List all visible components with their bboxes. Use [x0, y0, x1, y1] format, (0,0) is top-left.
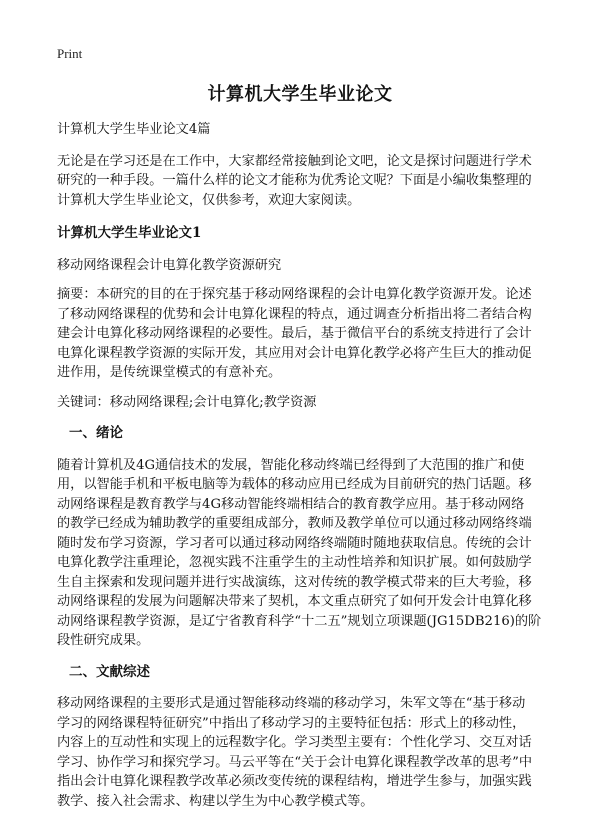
- document-body: [57, 120, 543, 821]
- section-2-heading: 二、文献综述: [69, 663, 150, 680]
- abstract-paragraph: [57, 285, 543, 383]
- keywords: 关键词：移动网络课程;会计电算化;教学资源: [57, 394, 317, 410]
- intro-paragraph: [57, 152, 543, 211]
- section-1-line: 用，以智能手机和平板电脑等为载体的移动应用已经成为目前研究的热门话题。移: [57, 477, 532, 492]
- print-link[interactable]: Print: [57, 46, 83, 61]
- section-2-line: 移动网络课程的主要形式是通过智能移动终端的移动学习，朱军文等在“基于移动: [57, 696, 526, 711]
- document-subtitle: 计算机大学生毕业论文4篇: [57, 122, 211, 137]
- section-1-line: 动网络课程的发展为问题解决带来了契机，本文重点研究了如何开发会计电算化移: [57, 594, 532, 609]
- section-1-heading: 一、绪论: [69, 425, 123, 441]
- section-1-line: 的教学已经成为辅助教学的重要组成部分，教师及教学单位可以通过移动网络终端: [57, 516, 532, 531]
- section-1-line: 生自主探索和发现问题并进行实战演练，这对传统的教学模式带来的巨大考验，移: [57, 574, 532, 590]
- article-heading: 计算机大学生毕业论文1: [57, 225, 202, 241]
- section-1-line: 动网络课程是教育教学与4G移动智能终端相结合的教育教学应用。基于移动网络: [57, 496, 525, 512]
- section-2-line: 内容上的互动性和实现上的远程数字化。学习类型主要有：个性化学习、交互对话: [57, 735, 532, 750]
- article-title: 移动网络课程会计电算化教学资源研究: [57, 257, 282, 273]
- section-1-line: 随时发布学习资源，学习者可以通过移动网络终端随时随地获取信息。传统的会计: [57, 535, 532, 551]
- intro-line: 研究的一种手段。一篇什么样的论文才能称为优秀论文呢？下面是小编收集整理的: [57, 173, 532, 188]
- section-1-line: 动网络课程教学资源，是辽宁省教育科学“十二五”规划立项课题(JG15DB216)的阶: [57, 613, 542, 629]
- section-1-line: 随着计算机及4G通信技术的发展，智能化移动终端已经得到了大范围的推广和使: [57, 457, 525, 473]
- intro-line: 计算机大学生毕业论文，仅供参考，欢迎大家阅读。: [57, 192, 361, 208]
- section-1-paragraph: [57, 456, 543, 651]
- section-2-line: 学习的网络课程特征研究”中指出了移动学习的主要特征包括：形式上的移动性，: [57, 715, 526, 731]
- abstract-line: 了移动网络课程的优势和会计电算化课程的特点，通过调查分析指出将二者结合构: [57, 306, 532, 322]
- section-1-line: 段性研究成果。: [57, 633, 150, 648]
- section-2-line: 学习、协作学习和探究学习。马云平等在“关于会计电算化课程教学改革的思考”中: [57, 754, 533, 770]
- abstract-line: 建会计电算化移动网络课程的必要性。最后，基于微信平台的系统支持进行了会计: [57, 326, 532, 341]
- section-2-paragraph: [57, 694, 543, 811]
- intro-line: 无论是在学习还是在工作中，大家都经常接触到论文吧，论文是探讨问题进行学术: [57, 153, 532, 169]
- section-2-line: 指出会计电算化课程教学改革必须改变传统的课程结构，增进学生参与，加强实践: [57, 774, 532, 789]
- document-title: 计算机大学生毕业论文: [207, 84, 393, 105]
- abstract-line: 摘要：本研究的目的在于探究基于移动网络课程的会计电算化教学资源开发。论述: [57, 287, 532, 302]
- abstract-line: 进作用，是传统课堂模式的有意补充。: [57, 365, 282, 380]
- section-1-line: 电算化教学注重理论，忽视实践不注重学生的主动性培养和知识扩展。如何鼓励学: [57, 555, 532, 570]
- abstract-line: 电算化课程教学资源的实际开发，其应用对会计电算化教学必将产生巨大的推动促: [57, 345, 532, 361]
- section-2-line: 教学、接入社会需求、构建以学生为中心教学模式等。: [57, 793, 374, 809]
